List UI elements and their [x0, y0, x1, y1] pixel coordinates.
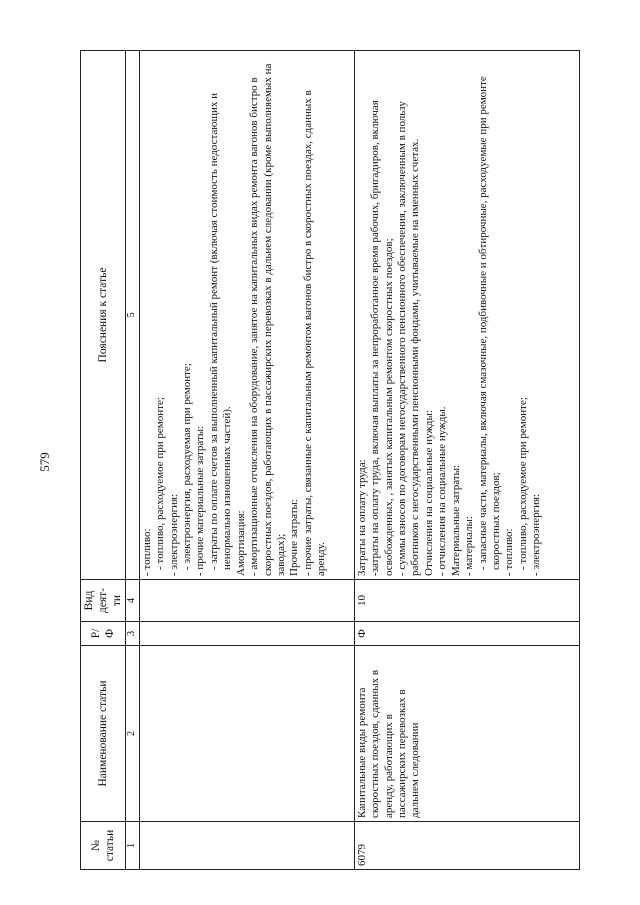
article-number: 6079 [354, 822, 579, 870]
page-number: 579 [37, 452, 52, 472]
document-table-frame [80, 50, 580, 870]
explanation-line: - прочие материальные затраты: [194, 425, 207, 576]
header-article-number: № статьи [81, 822, 126, 870]
header-article-name: Наименование статьи [81, 646, 126, 822]
explanation-line: - электроэнергия: [167, 493, 180, 576]
empty-cell [139, 646, 354, 822]
explanation-line: - электроэнергия, расходуемая при ремонте; [181, 363, 194, 570]
explanation-line: - материалы: [463, 516, 476, 576]
article-rf: Ф [354, 622, 579, 646]
articles-table [80, 50, 580, 870]
empty-cell [139, 822, 354, 870]
explanation-line: - топливо, расходуемое при ремонте; [154, 397, 167, 570]
explanation-line: - амортизационные отчисления на оборудование, занятое на капитальных видах ремонта вагонов бистро в скоростных поездов, работающих в пассажирских перевозках в дальнем следовании (кроме выполняемых на заводах); [248, 63, 287, 576]
explanation-line: - топливо: [140, 528, 153, 576]
article-name: Капитальные виды ремонта скоростных поездов, сданных в аренду, работающих в пассажирских перевозках в дальнем следовании [354, 646, 579, 822]
header-activity-type: Вид деят-ти [81, 580, 126, 622]
explanation-line: - запасные части, материалы, включая смазочные, подбивочные и обтирочные, расходуемые при ремонте скоростных поездов; [476, 76, 502, 570]
explanation-line: Материальные затраты: [449, 464, 462, 576]
table-row-continuation [139, 51, 354, 870]
column-number: 1 [126, 822, 140, 870]
explanation-line: Отчисления на социальные нужды: [422, 410, 435, 576]
column-number: 4 [126, 580, 140, 622]
table-row-6079 [354, 51, 579, 870]
explanation-line: Затраты на оплату труда: [355, 459, 368, 576]
column-number: 2 [126, 646, 140, 822]
column-number: 3 [126, 622, 140, 646]
explanation-line: Амортизация: [234, 510, 247, 576]
explanation-line: - топливо, расходуемое при ремонте; [516, 397, 529, 570]
header-rf: Р/ Ф [81, 622, 126, 646]
explanation-line: - топливо: [503, 528, 516, 576]
empty-cell [139, 580, 354, 622]
empty-cell [139, 622, 354, 646]
explanation-line: - прочие затраты, связанные с капитальным ремонтом вагонов бистро в скоростных поездах, сданных в аренду. [301, 90, 328, 576]
explanation-line: - электроэнергия: [530, 493, 543, 576]
explanation-line: - затраты по оплате счетов за выполненный капитальный ремонт (включая стоимость недостающих и ненормально изношенных частей). [207, 92, 234, 570]
column-number-row [126, 51, 140, 870]
explanation-line: Прочие затраты: [288, 499, 301, 576]
explanation-cell [354, 51, 579, 580]
column-number: 5 [126, 51, 140, 580]
header-row [81, 51, 126, 870]
explanation-cell [139, 51, 354, 580]
header-explanation: Пояснения к статье [81, 51, 126, 580]
explanation-line: - отчисления на социальные нужды. [436, 406, 449, 576]
explanation-line: - суммы взносов по договорам негосударственного пенсионного обеспечения, заключенным в пользу работников с негосударственными пенсионными фондами, учитываемые на именных счетах. [396, 101, 422, 576]
article-activity: 10 [354, 580, 579, 622]
explanation-line: -затраты на оплату труда, включая выплаты за непроработанное время рабочих, бригадиров, включая освобожденных, , занятых капитальным ремонтом скоростных поездов; [369, 100, 395, 576]
